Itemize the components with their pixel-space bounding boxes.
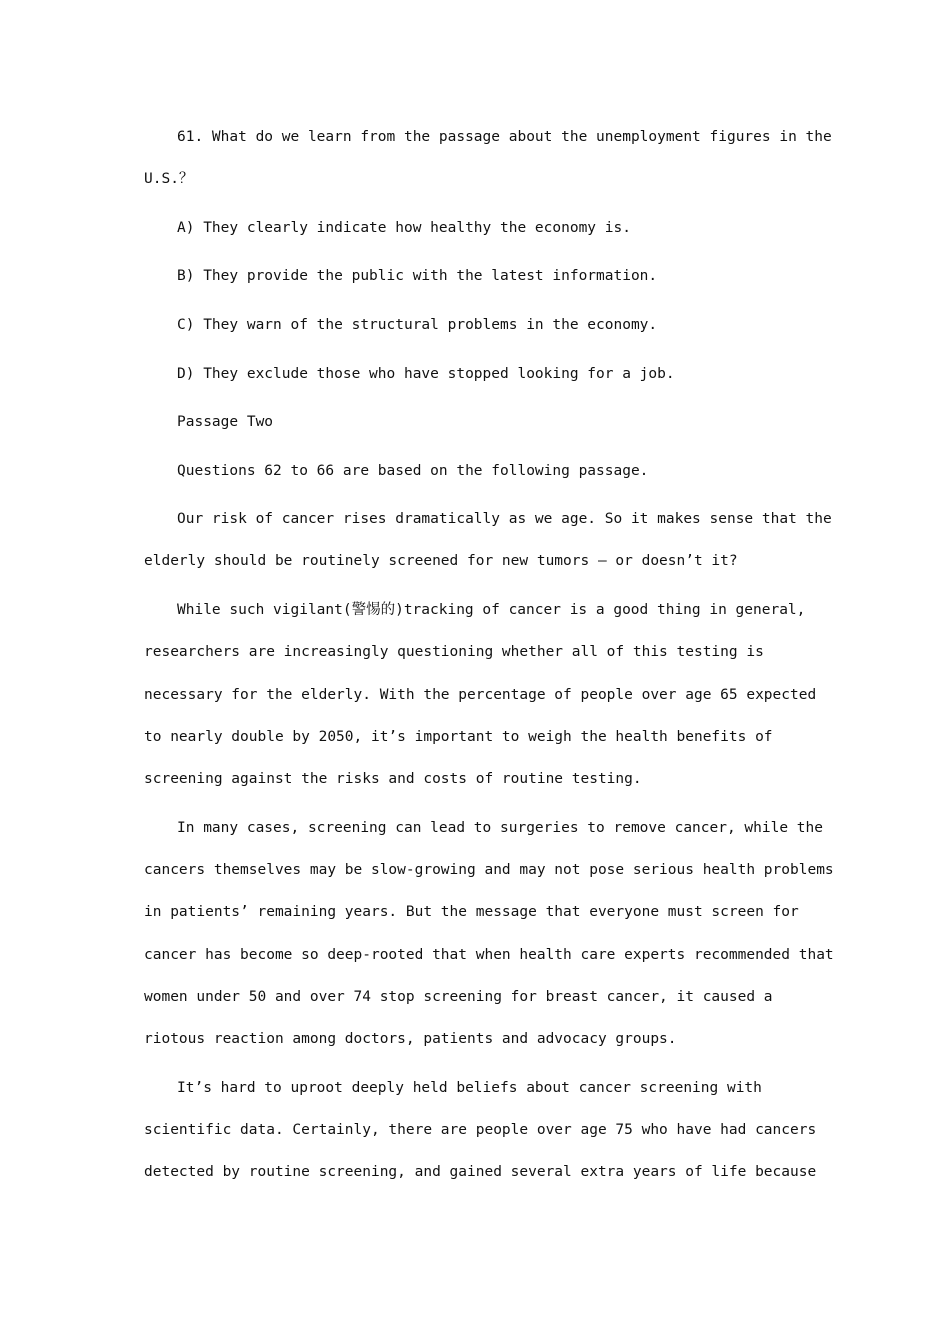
passage-heading: Passage Two [177, 414, 274, 430]
paragraph-4-line-2: scientific data. Certainly, there are people over age 75 who have had cancers [144, 1122, 817, 1138]
paragraph-4-line-3: detected by routine screening, and gained several extra years of life because [144, 1164, 817, 1180]
question-61-line-2: U.S.？ [144, 171, 194, 187]
paragraph-2-line-4: to nearly double by 2050, it’s important to weigh the health benefits of [144, 729, 773, 745]
paragraph-3-line-4: cancer has become so deep-rooted that when health care experts recommended that [144, 947, 834, 963]
paragraph-3-line-1: In many cases, screening can lead to surgeries to remove cancer, while the [177, 820, 824, 836]
option-a: A) They clearly indicate how healthy the economy is. [177, 220, 631, 236]
paragraph-1-line-1: Our risk of cancer rises dramatically as we age. So it makes sense that the [177, 511, 832, 527]
option-b: B) They provide the public with the latest information. [177, 268, 658, 284]
paragraph-2-line-3: necessary for the elderly. With the percentage of people over age 65 expected [144, 687, 817, 703]
option-c: C) They warn of the structural problems in the economy. [177, 317, 658, 333]
option-d: D) They exclude those who have stopped looking for a job. [177, 366, 675, 382]
paragraph-3-line-6: riotous reaction among doctors, patients and advocacy groups. [144, 1031, 677, 1047]
passage-instructions: Questions 62 to 66 are based on the following passage. [177, 463, 649, 479]
paragraph-3-line-3: in patients’ remaining years. But the message that everyone must screen for [144, 904, 799, 920]
paragraph-3-line-2: cancers themselves may be slow-growing and may not pose serious health problems [144, 862, 834, 878]
question-61-line-1: 61. What do we learn from the passage about the unemployment figures in the [177, 129, 832, 145]
paragraph-2-line-1: While such vigilant(警惕的)tracking of cancer is a good thing in general, [177, 602, 806, 618]
paragraph-2-line-5: screening against the risks and costs of routine testing. [144, 771, 642, 787]
paragraph-2-line-2: researchers are increasingly questioning whether all of this testing is [144, 644, 764, 660]
paragraph-3-line-5: women under 50 and over 74 stop screening for breast cancer, it caused a [144, 989, 773, 1005]
paragraph-1-line-2: elderly should be routinely screened for new tumors — or doesn’t it? [144, 553, 738, 569]
paragraph-4-line-1: It’s hard to uproot deeply held beliefs about cancer screening with [177, 1080, 762, 1096]
